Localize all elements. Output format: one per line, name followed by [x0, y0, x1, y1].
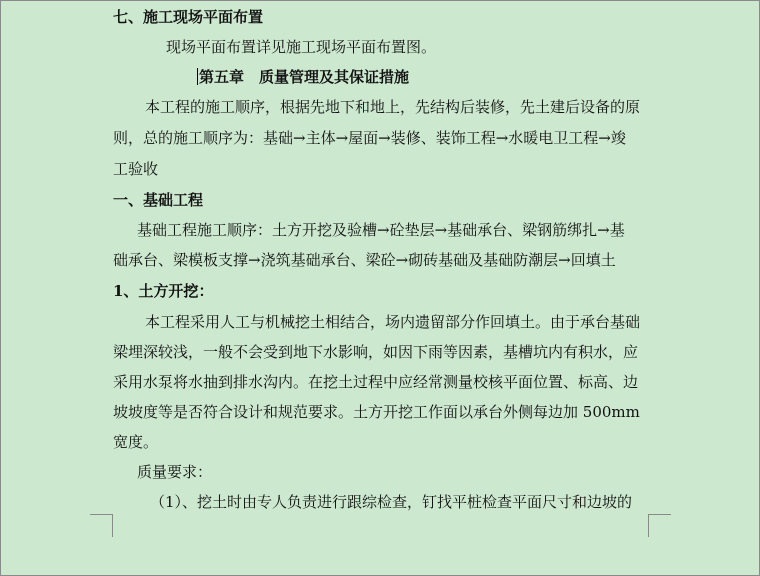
quality-requirements-label: 质量要求：	[137, 463, 213, 481]
earthwork-line-2: 梁埋深较浅，一般不会受到地下水影响，如因下雨等因素，基槽坑内有积水，应	[113, 343, 639, 361]
foundation-line-2: 础承台、梁模板支撑→浇筑基础承台、梁砼→砌砖基础及基础防潮层→回填土	[113, 251, 616, 269]
quality-item-1: （1）、挖土时由专人负责进行跟综检查，钉找平桩检查平面尺寸和边坡的	[150, 493, 633, 511]
intro-line-1: 本工程的施工顺序，根据先地下和地上，先结构后装修，先土建后设备的原	[145, 98, 641, 116]
earthwork-line-3: 采用水泵将水抽到排水沟内。在挖土过程中应经常测量校核平面位置、标高、边	[113, 373, 639, 391]
earthwork-line-4: 坡坡度等是否符合设计和规范要求。土方开挖工作面以承台外侧每边加 500mm	[113, 403, 640, 421]
section-heading-7: 七、施工现场平面布置	[113, 8, 264, 26]
text-cursor	[197, 68, 198, 85]
section-heading-foundation: 一、基础工程	[113, 191, 204, 209]
foundation-line-1: 基础工程施工顺序：土方开挖及验槽→砼垫层→基础承台、梁钢筋绑扎→基	[137, 221, 625, 239]
chapter-title-text: 第五章 质量管理及其保证措施	[199, 68, 410, 86]
margin-crop-mark-right	[648, 514, 671, 537]
earthwork-line-1: 本工程采用人工与机械挖土相结合，场内遗留部分作回填土。由于承台基础	[145, 313, 641, 331]
earthwork-line-5: 宽度。	[113, 433, 159, 451]
paragraph-site-layout: 现场平面布置详见施工现场平面布置图。	[166, 38, 437, 56]
intro-line-3: 工验收	[113, 160, 159, 178]
margin-crop-mark-left	[90, 514, 113, 537]
intro-line-2: 则，总的施工顺序为：基础→主体→屋面→装修、装饰工程→水暖电卫工程→竣	[113, 129, 626, 147]
chapter-title	[197, 67, 409, 87]
subheading-earthwork: 1、土方开挖：	[113, 282, 214, 300]
